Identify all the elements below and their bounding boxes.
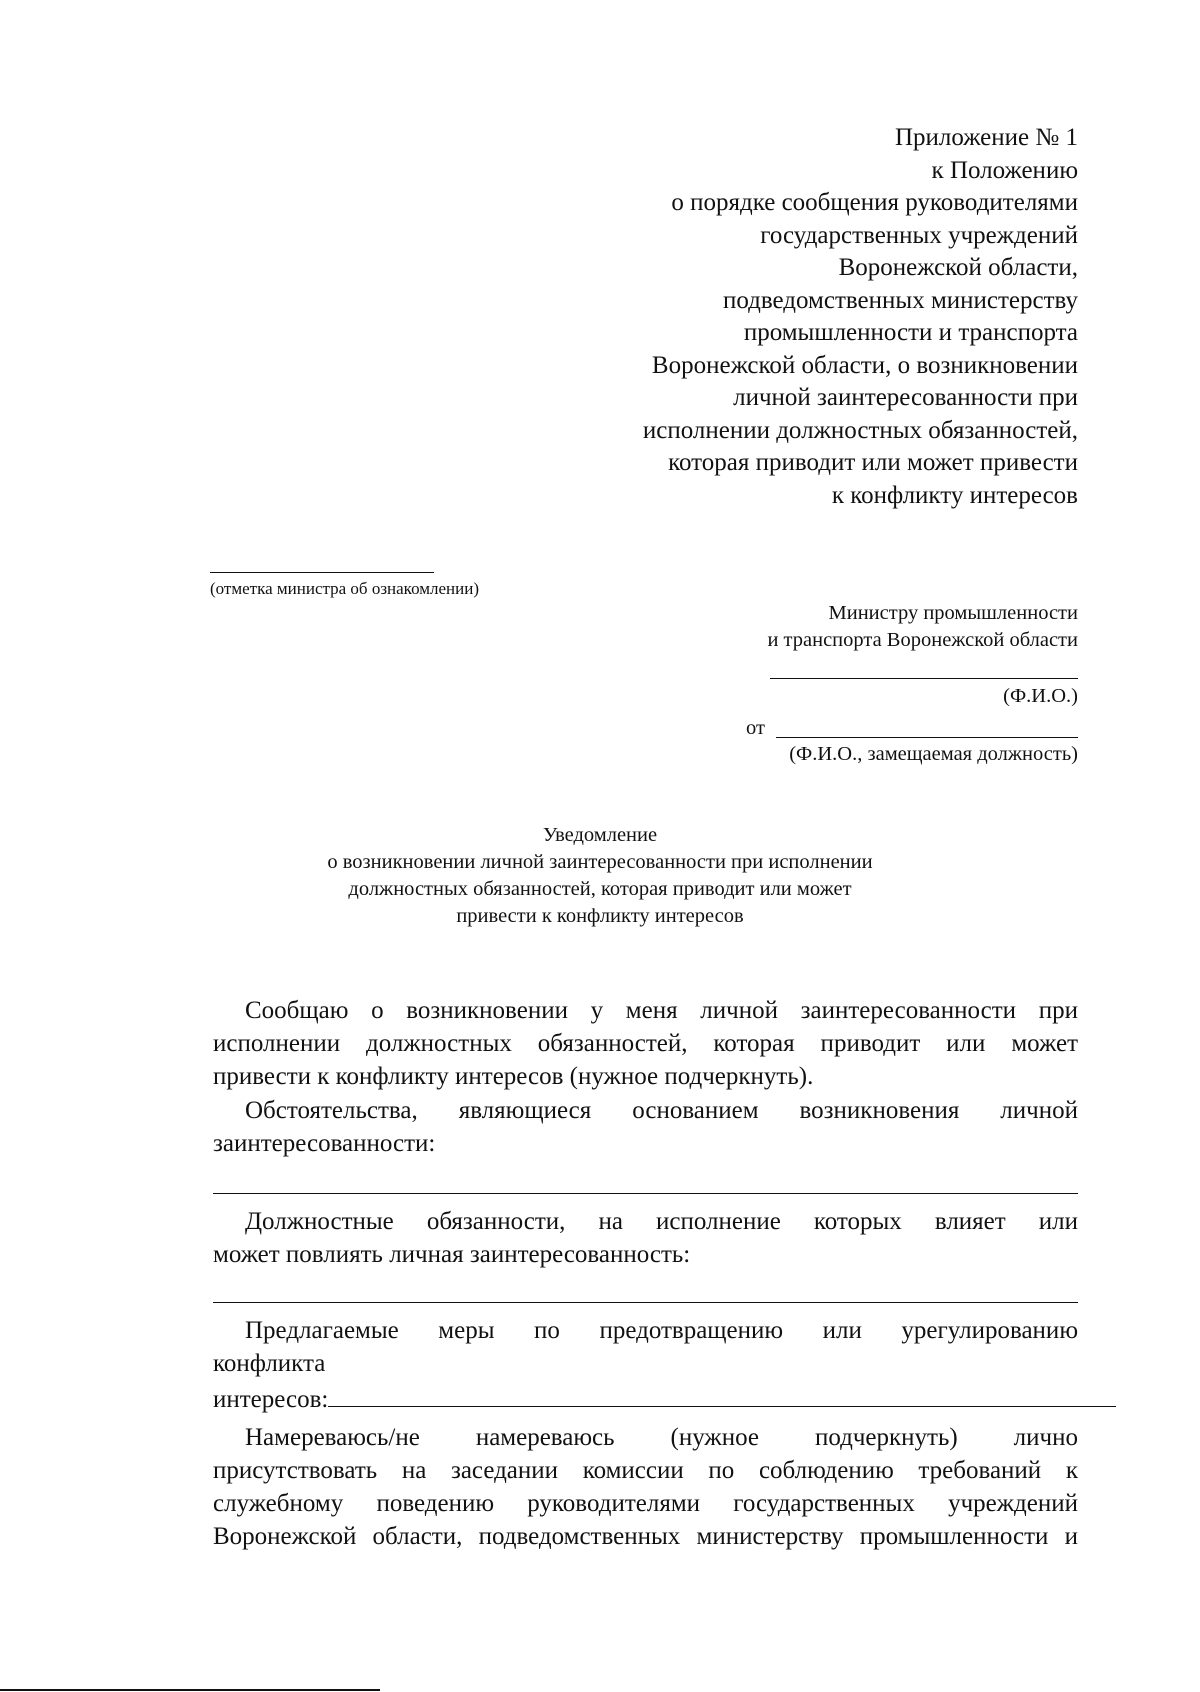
appendix-line: государственных учреждений: [760, 221, 1078, 249]
measures-fill-line[interactable]: [328, 1380, 1116, 1407]
duties-fill-line[interactable]: [213, 1302, 1078, 1303]
minister-mark-line: [210, 572, 434, 573]
paragraph-line: исполнении должностных обязанностей, которая приводит или может: [213, 1030, 1078, 1057]
appendix-line: личной заинтересованности при: [733, 384, 1078, 411]
page-bottom-line: [0, 1689, 380, 1691]
notice-title-line: о возникновении личной заинтересованности при исполнении: [327, 851, 873, 873]
sender-fio-caption: (Ф.И.О., замещаемая должность): [789, 743, 1078, 765]
appendix-line: к Положению: [931, 156, 1078, 184]
appendix-line: подведомственных министерству: [723, 286, 1078, 314]
paragraph-line: может повлиять личная заинтересованность:: [213, 1241, 691, 1268]
paragraph-measures: [213, 1314, 1078, 1416]
sender-fio-line: [776, 737, 1078, 738]
paragraph-report: [213, 994, 1078, 1093]
addressee-line: Министру промышленности: [828, 602, 1078, 624]
appendix-line: промышленности и транспорта: [743, 319, 1078, 346]
minister-fio-caption: (Ф.И.О.): [1003, 685, 1078, 707]
minister-mark-caption: (отметка министра об ознакомлении): [210, 579, 479, 598]
paragraph-line: конфликта: [213, 1350, 326, 1377]
paragraph-line: Предлагаемые меры по предотвращению или урегулированию: [245, 1317, 1078, 1344]
notice-title-line: Уведомление: [542, 824, 658, 846]
from-label: от: [746, 717, 765, 739]
circumstances-fill-line[interactable]: [213, 1193, 1078, 1194]
notice-title: [260, 822, 940, 930]
notice-title-line: привести к конфликту интересов: [456, 905, 744, 927]
paragraph-duties: [213, 1205, 1078, 1271]
appendix-line: Воронежской области,: [838, 254, 1078, 281]
paragraph-line: привести к конфликту интересов (нужное подчеркнуть).: [213, 1063, 814, 1090]
paragraph-line: служебному поведению руководителями государственных учреждений: [213, 1490, 1078, 1517]
measures-label: интересов:: [213, 1386, 329, 1413]
paragraph-line: Сообщаю о возникновении у меня личной заинтересованности при: [245, 997, 1078, 1024]
appendix-line: о порядке сообщения руководителями: [671, 189, 1078, 216]
addressee-block: [558, 600, 1078, 654]
appendix-line: Приложение № 1: [894, 124, 1078, 151]
paragraph-attendance: [213, 1421, 1078, 1553]
notice-title-line: должностных обязанностей, которая приводит или может: [348, 878, 852, 900]
appendix-line: исполнении должностных обязанностей,: [642, 416, 1078, 444]
paragraph-line: присутствовать на заседании комиссии по соблюдению требований к: [213, 1457, 1078, 1484]
paragraph-circumstances: [213, 1094, 1078, 1160]
appendix-line: Воронежской области, о возникновении: [651, 351, 1078, 379]
paragraph-line: Обстоятельства, являющиеся основанием возникновения личной: [245, 1097, 1078, 1124]
addressee-line: и транспорта Воронежской области: [767, 629, 1078, 651]
paragraph-line: Намереваюсь/не намереваюсь (нужное подчеркнуть) лично: [245, 1424, 1078, 1451]
paragraph-line: заинтересованности:: [213, 1130, 436, 1157]
appendix-line: которая приводит или может привести: [668, 449, 1078, 476]
paragraph-line: Должностные обязанности, на исполнение которых влияет или: [245, 1208, 1078, 1235]
paragraph-line-with-fill: [213, 1380, 1078, 1416]
appendix-header: [478, 122, 1078, 512]
minister-fio-line: [770, 678, 1078, 679]
appendix-line: к конфликту интересов: [831, 481, 1078, 509]
paragraph-line: Воронежской области, подведомственных министерству промышленности и: [213, 1523, 1078, 1550]
